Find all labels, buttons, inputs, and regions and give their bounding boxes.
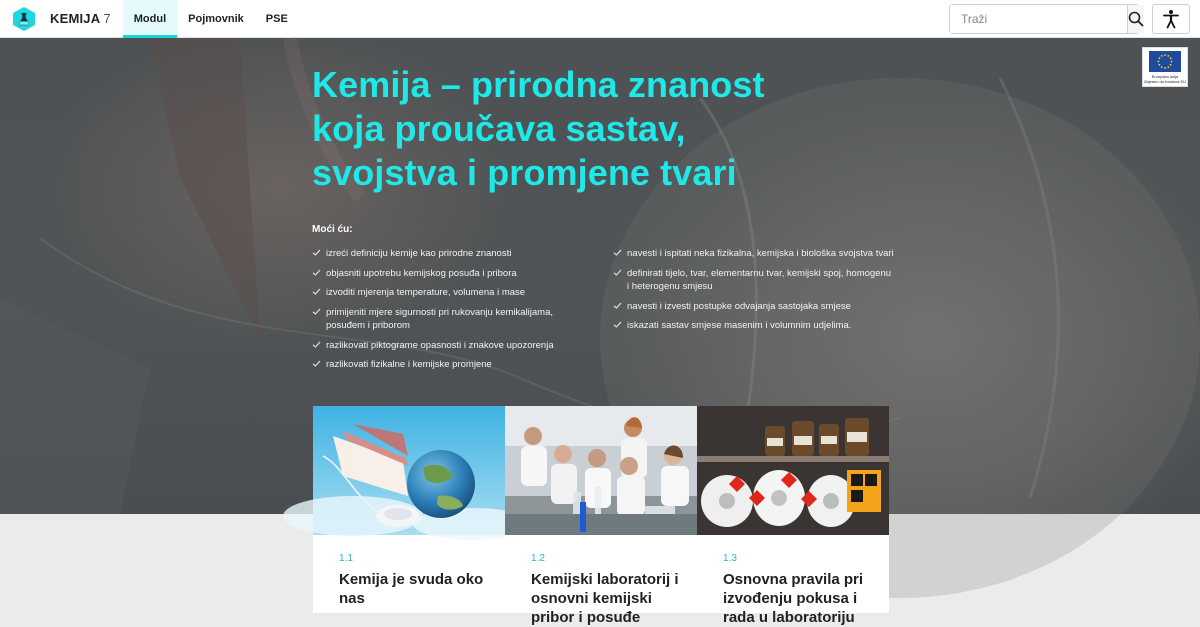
search-input[interactable] bbox=[950, 5, 1127, 33]
learning-outcomes-label: Moći ću: bbox=[312, 224, 353, 235]
unit-title[interactable]: Osnovna pravila pri izvođenju pokusa i rada u laboratoriju bbox=[723, 571, 864, 626]
card-image-chemical-bottles bbox=[697, 406, 889, 535]
list-item bbox=[613, 300, 895, 314]
title-line-1: Kemija – prirodna znanost bbox=[312, 64, 765, 105]
check-icon bbox=[312, 307, 321, 316]
unit-number: 1.3 bbox=[723, 553, 737, 564]
unit-title[interactable]: Kemija je svuda oko nas bbox=[339, 571, 484, 607]
list-item bbox=[312, 267, 574, 281]
title-line-2: koja proučava sastav, bbox=[312, 108, 686, 149]
list-item bbox=[312, 306, 574, 333]
outcome-text: navesti i ispitati neka fizikalna, kemijska i biološka svojstva tvari bbox=[627, 248, 894, 259]
app-brand[interactable] bbox=[50, 11, 111, 26]
outcome-text: iskazati sastav smjese masenim i volumnim udjelima. bbox=[627, 320, 852, 331]
list-item bbox=[312, 339, 574, 353]
unit-card-1-1[interactable] bbox=[313, 406, 505, 613]
list-item bbox=[312, 247, 574, 261]
list-item bbox=[613, 247, 895, 261]
check-icon bbox=[312, 340, 321, 349]
tab-modul[interactable]: Modul bbox=[123, 0, 177, 38]
unit-card-1-2[interactable] bbox=[505, 406, 697, 626]
outcome-text: izreći definiciju kemije kao prirodne znanosti bbox=[326, 248, 512, 259]
accessibility-button[interactable] bbox=[1152, 4, 1190, 34]
flask-hexagon-icon[interactable] bbox=[12, 6, 36, 32]
learning-outcomes-list-2 bbox=[613, 247, 895, 339]
outcome-text: primijeniti mjere sigurnosti pri rukovanju kemikalijama, posuđem i priborom bbox=[326, 306, 554, 331]
search-box bbox=[949, 4, 1139, 34]
list-item bbox=[312, 286, 574, 300]
check-icon bbox=[613, 268, 622, 277]
check-icon bbox=[312, 248, 321, 257]
brand-version: 7 bbox=[103, 11, 111, 26]
card-image-laboratory bbox=[505, 406, 697, 535]
outcome-text: navesti i izvesti postupke odvajanja sastojaka smjese bbox=[627, 300, 851, 312]
eu-logo-line-1: Europska unija bbox=[1151, 74, 1179, 79]
accessibility-icon bbox=[1162, 9, 1180, 29]
search-button[interactable] bbox=[1127, 5, 1144, 33]
unit-number: 1.1 bbox=[339, 553, 353, 564]
list-item bbox=[312, 358, 574, 372]
page-title bbox=[312, 63, 832, 195]
search-icon bbox=[1128, 11, 1144, 27]
check-icon bbox=[613, 248, 622, 257]
check-icon bbox=[312, 359, 321, 368]
check-icon bbox=[312, 287, 321, 296]
title-line-3: svojstva i promjene tvari bbox=[312, 152, 737, 193]
check-icon bbox=[613, 320, 622, 329]
tab-pojmovnik[interactable]: Pojmovnik bbox=[188, 12, 244, 25]
check-icon bbox=[613, 301, 622, 310]
check-icon bbox=[312, 268, 321, 277]
brand-name: KEMIJA bbox=[50, 11, 101, 26]
list-item bbox=[613, 267, 895, 294]
list-item bbox=[613, 319, 895, 333]
eu-logo-caption bbox=[1144, 74, 1186, 84]
outcome-text: definirati tijelo, tvar, elementarnu tvar, kemijski spoj, homogenu i heterogenu smjesu bbox=[627, 267, 892, 292]
top-navigation-bar bbox=[0, 0, 1200, 38]
learning-outcomes-list-1 bbox=[312, 247, 574, 378]
unit-title[interactable]: Kemijski laboratorij i osnovni kemijski pribor i posuđe bbox=[531, 571, 679, 626]
outcome-text: razlikovati fizikalne i kemijske promjene bbox=[326, 359, 492, 370]
unit-card-1-3[interactable] bbox=[697, 406, 889, 626]
tab-pse[interactable]: PSE bbox=[265, 12, 288, 25]
eu-flag-icon bbox=[1149, 51, 1181, 72]
unit-number: 1.2 bbox=[531, 553, 545, 564]
main-tabs bbox=[123, 0, 299, 38]
card-image-book-globe bbox=[313, 406, 505, 535]
outcome-text: razlikovati piktograme opasnosti i znakove upozorenja bbox=[326, 339, 554, 351]
outcome-text: objasniti upotrebu kemijskog posuđa i pribora bbox=[326, 267, 517, 279]
eu-logo-line-2: Zajedno do fondova EU bbox=[1143, 79, 1187, 84]
eu-funds-logo bbox=[1142, 47, 1188, 87]
outcome-text: izvoditi mjerenja temperature, volumena i mase bbox=[326, 287, 526, 298]
